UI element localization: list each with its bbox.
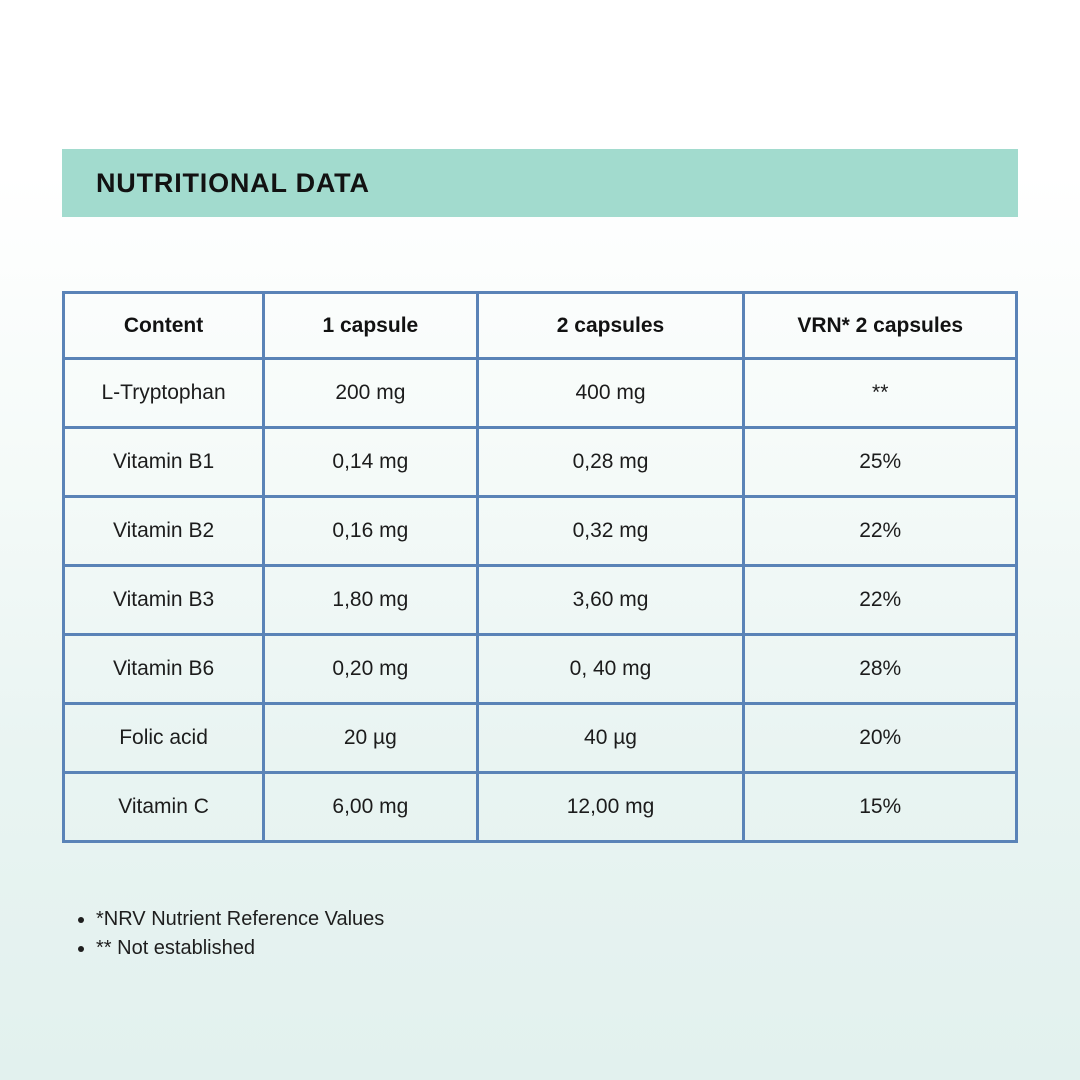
nutrient-name-cell: Vitamin C [64, 773, 264, 842]
table-header-row [64, 293, 1017, 359]
footnote-nrv: • *NRV Nutrient Reference Values [96, 905, 384, 934]
column-header-1-capsule: 1 capsule [264, 293, 477, 359]
value-2-capsules-cell: 12,00 mg [477, 773, 744, 842]
value-2-capsules-cell: 3,60 mg [477, 566, 744, 635]
footnotes-list [96, 905, 384, 963]
vrn-percent-cell: 28% [744, 635, 1017, 704]
column-header-2-capsules: 2 capsules [477, 293, 744, 359]
nutrient-name-cell: Vitamin B6 [64, 635, 264, 704]
section-title-bar [62, 149, 1018, 217]
value-1-capsule-cell: 20 µg [264, 704, 477, 773]
footnote-not-established: • ** Not established [96, 934, 384, 963]
table-row [64, 773, 1017, 842]
vrn-percent-cell: 20% [744, 704, 1017, 773]
value-2-capsules-cell: 0,28 mg [477, 428, 744, 497]
nutrient-name-cell: L-Tryptophan [64, 359, 264, 428]
table-row [64, 359, 1017, 428]
value-2-capsules-cell: 0, 40 mg [477, 635, 744, 704]
nutrient-name-cell: Vitamin B1 [64, 428, 264, 497]
value-1-capsule-cell: 0,20 mg [264, 635, 477, 704]
vrn-percent-cell: 22% [744, 497, 1017, 566]
table-row [64, 566, 1017, 635]
nutrient-name-cell: Folic acid [64, 704, 264, 773]
nutrition-table [62, 291, 1018, 843]
table-row [64, 635, 1017, 704]
nutrition-table-container [62, 291, 1018, 843]
nutrient-name-cell: Vitamin B3 [64, 566, 264, 635]
value-1-capsule-cell: 0,14 mg [264, 428, 477, 497]
vrn-percent-cell: 25% [744, 428, 1017, 497]
table-body [64, 359, 1017, 842]
table-row [64, 704, 1017, 773]
table-row [64, 497, 1017, 566]
vrn-percent-cell: 15% [744, 773, 1017, 842]
nutrient-name-cell: Vitamin B2 [64, 497, 264, 566]
table-row [64, 428, 1017, 497]
value-2-capsules-cell: 40 µg [477, 704, 744, 773]
vrn-percent-cell: 22% [744, 566, 1017, 635]
page-title: NUTRITIONAL DATA [96, 167, 370, 198]
value-2-capsules-cell: 0,32 mg [477, 497, 744, 566]
column-header-content: Content [64, 293, 264, 359]
value-1-capsule-cell: 1,80 mg [264, 566, 477, 635]
column-header-vrn: VRN* 2 capsules [744, 293, 1017, 359]
vrn-percent-cell: ** [744, 359, 1017, 428]
value-1-capsule-cell: 200 mg [264, 359, 477, 428]
value-2-capsules-cell: 400 mg [477, 359, 744, 428]
value-1-capsule-cell: 0,16 mg [264, 497, 477, 566]
value-1-capsule-cell: 6,00 mg [264, 773, 477, 842]
